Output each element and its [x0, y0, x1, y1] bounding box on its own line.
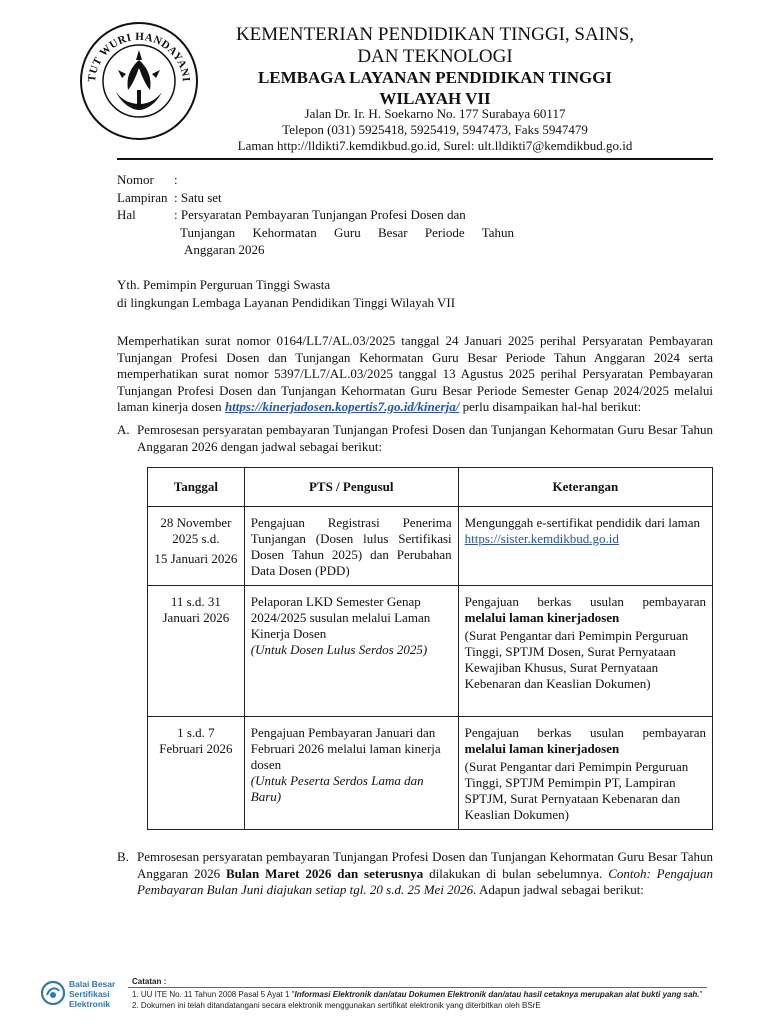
row1-date-line1: 28 November 2025 s.d. — [160, 515, 232, 546]
addressee-line1: Yth. Pemimpin Perguruan Tinggi Swasta — [117, 277, 331, 292]
table-row — [148, 717, 713, 830]
letterhead-divider — [117, 158, 713, 160]
kinerjadosen-link[interactable]: https://kinerjadosen.kopertis7.go.id/kinerja/ — [224, 399, 460, 414]
agency-name-line2: WILAYAH VII — [379, 89, 491, 108]
footer-notes — [132, 976, 707, 1011]
row3-pts: Pengajuan Pembayaran Januari dan Februari 2026 melalui laman kinerja dosen — [250, 725, 441, 772]
table-header-row — [148, 468, 713, 507]
footer-note1-a: 1. UU ITE No. 11 Tahun 2008 Pasal 5 Ayat 1 " — [132, 990, 295, 999]
hal-label: Hal — [117, 207, 136, 222]
ministry-name-line1: KEMENTERIAN PENDIDIKAN TINGGI, SAINS, — [235, 24, 635, 45]
bsre-logo-icon — [40, 979, 66, 1007]
row3-ket-bold: melalui laman kinerjadosen — [464, 741, 620, 756]
header-keterangan: Keterangan — [458, 468, 712, 507]
row3-date: 1 s.d. 7 Februari 2026 — [159, 725, 233, 756]
addressee — [117, 276, 455, 312]
footer-note1-b: Informasi Elektronik dan/atau Dokumen Elektronik dan/atau hasil cetaknya merupakan alat bukti yang sah. — [294, 990, 700, 999]
schedule-table — [147, 467, 713, 830]
bsre-line3: Elektronik — [69, 999, 111, 1009]
section-b-text — [137, 849, 713, 899]
ministry-name-line2: DAN TEKNOLOGI — [357, 46, 513, 67]
intro-text: Memperhatikan surat nomor 0164/LL7/AL.03/2025 tanggal 24 Januari 2025 perihal Persyaratan Pembayaran Tunjangan Profesi Dosen dan Tunjangan Kehormatan Guru Besar Periode Tahun Anggaran 2024 serta memperhatikan surat nomor 5397/LL7/AL.03/2025 tanggal 13 Agustus 2025 perihal Persyaratan Pembayaran Tunjangan Profesi Dosen dan Tunjangan Kehormatan Guru Besar Periode Semester Genap 2024/2025 melalui laman kinerja dosen — [117, 333, 713, 414]
agency-name-line1: LEMBAGA LAYANAN PENDIDIKAN TINGGI — [257, 68, 613, 87]
nomor-label: Nomor — [117, 172, 154, 187]
bsre-line1: Balai Besar — [69, 979, 116, 989]
row2-ket-bold: melalui laman kinerjadosen — [464, 610, 620, 625]
row2-pts-note: (Untuk Dosen Lulus Serdos 2025) — [250, 642, 428, 657]
lampiran-value: : Satu set — [174, 189, 222, 205]
nomor-value: : — [174, 172, 178, 187]
hal-value-line2: Tunjangan Kehormatan Guru Besar Periode Tahun — [180, 224, 514, 240]
header-pts: PTS / Pengusul — [244, 468, 458, 507]
footer-catatan: Catatan : — [132, 977, 167, 986]
row2-ket-detail: (Surat Pengantar dari Pemimpin Perguruan Tinggi, SPTJM Dosen, Surat Pernyataan Kewajiban Khusus, Surat Pernyataan Kebenaran dan Keaslian Dokumen) — [464, 628, 689, 691]
sister-link[interactable]: https://sister.kemdikbud.go.id — [464, 531, 619, 546]
phone-line: Telepon (031) 5925418, 5925419, 5947473, Faks 5947479 — [282, 122, 588, 137]
row3-ket-detail: (Surat Pengantar dari Pemimpin Perguruan Tinggi, SPTJM Pemimpin PT, Lampiran SPTJM, Surat Pernyataan Kebenaran dan Keaslian Dokumen) — [464, 759, 689, 822]
section-b-text3: Adapun jadwal sebagai berikut: — [476, 882, 644, 897]
hal-value-line1: : Persyaratan Pembayaran Tunjangan Profesi Dosen dan — [174, 207, 466, 222]
lampiran-label: Lampiran — [117, 189, 168, 205]
section-a-label: A. — [117, 422, 130, 437]
footer-note1-c: " — [699, 990, 703, 999]
web-email-line: Laman http://lldikti7.kemdikbud.go.id, Surel: ult.lldikti7@kemdikbud.go.id — [237, 138, 633, 153]
header-tanggal: Tanggal — [148, 468, 245, 507]
row3-pts-note: (Untuk Peserta Serdos Lama dan Baru) — [250, 773, 424, 804]
intro-paragraph — [117, 333, 713, 416]
bsre-label — [69, 979, 115, 1009]
row2-ket-line1: Pengajuan berkas usulan pembayaran — [464, 594, 706, 609]
row2-pts: Pelaporan LKD Semester Genap 2024/2025 susulan melalui Laman Kinerja Dosen — [250, 594, 431, 641]
section-a-text: Pemrosesan persyaratan pembayaran Tunjangan Profesi Dosen dan Tunjangan Kehormatan Guru Besar Tahun Anggaran 2026 dengan jadwal sebagai berikut: — [137, 422, 713, 454]
hal-value-line3: Anggaran 2026 — [184, 242, 265, 257]
tut-wuri-handayani-logo — [78, 20, 200, 142]
row1-pts: Pengajuan Registrasi Penerima Tunjangan (Dosen lulus Sertifikasi Dosen Tahun 2025) dan Perubahan Data Dosen (PDD) — [250, 515, 452, 578]
row1-date-line2: 15 Januari 2026 — [154, 551, 238, 566]
row1-ket-text: Mengunggah e-sertifikat pendidik dari laman — [464, 515, 701, 530]
letter-meta — [117, 171, 524, 259]
section-b-text2: dilakukan di bulan sebelumnya. — [423, 865, 609, 881]
address-line: Jalan Dr. Ir. H. Soekarno No. 177 Surabaya 60117 — [304, 106, 566, 121]
addressee-line2: di lingkungan Lembaga Layanan Pendidikan Tinggi Wilayah VII — [117, 295, 456, 310]
table-row — [148, 507, 713, 586]
table-row — [148, 586, 713, 717]
section-b-example: Contoh: Pengajuan Pembayaran Bulan Juni diajukan setiap tgl. 20 s.d. 25 Mei 2026. — [137, 865, 713, 897]
intro-text-end: perlu disampaikan hal-hal berikut: — [459, 399, 642, 414]
footer-note2: 2. Dokumen ini telah ditandatangani secara elektronik menggunakan sertifikat elektronik yang diterbitkan oleh BSrE — [132, 1001, 541, 1010]
section-a — [117, 422, 713, 455]
row3-ket-line1: Pengajuan berkas usulan pembayaran — [464, 725, 706, 740]
section-b-label: B. — [117, 849, 129, 864]
row2-date: 11 s.d. 31 Januari 2026 — [162, 594, 230, 625]
logo-text: TUT WURI HANDAYANI — [85, 30, 192, 83]
section-b — [117, 849, 713, 899]
section-b-text1: Pemrosesan persyaratan pembayaran Tunjangan Profesi Dosen dan Tunjangan Kehormatan Guru Besar Tahun Anggaran 2026 — [137, 849, 713, 881]
section-b-bold: Bulan Maret 2026 dan seterusnya — [225, 865, 424, 881]
bsre-line2: Sertifikasi — [69, 989, 110, 999]
